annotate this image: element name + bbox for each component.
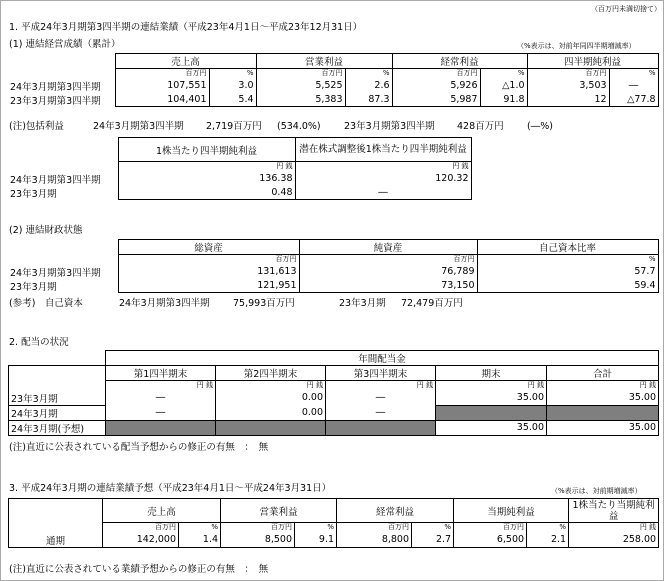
unit-label: 銭 bbox=[206, 381, 213, 389]
table-row bbox=[8, 172, 471, 186]
header-q3-end: 第3四半期末 bbox=[326, 366, 436, 381]
comp-income-a-value: 2,719百万円 bbox=[206, 121, 262, 132]
equity-ref-a-label: 24年3月期第3四半期 bbox=[119, 298, 210, 309]
unit-label: 百万円 bbox=[299, 255, 477, 265]
unit-label: 銭 bbox=[316, 381, 323, 389]
cell: 35.00 bbox=[436, 391, 547, 406]
header-forecast-eps: 1株当たり当期純利益 bbox=[569, 499, 659, 523]
financial-position-table bbox=[8, 239, 659, 293]
table-row bbox=[8, 93, 658, 107]
cell: 6,500 bbox=[454, 533, 527, 548]
cell: ― bbox=[106, 405, 216, 420]
eps-table bbox=[8, 137, 472, 200]
cell: 121,951 bbox=[118, 279, 299, 293]
unit-label: 円 bbox=[306, 381, 314, 389]
header-forecast-ordinary-income: 経常利益 bbox=[337, 499, 454, 523]
row-label: 24年3月期第3四半期 bbox=[10, 267, 101, 279]
table-row bbox=[8, 79, 658, 93]
cell: 0.00 bbox=[216, 405, 326, 420]
forecast-note: （%表示は、対前期増減率） bbox=[551, 487, 642, 495]
table-row bbox=[8, 186, 471, 200]
row-label: 24年3月期(予想) bbox=[9, 420, 106, 435]
cell bbox=[106, 420, 216, 435]
unit-label: % bbox=[179, 523, 221, 533]
unit-note: （百万円未満切捨て） bbox=[591, 5, 661, 13]
table-row bbox=[9, 420, 659, 435]
unit-label: 銭 bbox=[649, 381, 657, 389]
cell: 91.8 bbox=[480, 93, 527, 107]
cell: 57.7 bbox=[477, 265, 658, 279]
unit-label: 百万円 bbox=[118, 255, 299, 265]
cell: 0.00 bbox=[216, 391, 326, 406]
operating-results-title: (1) 連結経営成績（累計） bbox=[9, 39, 121, 50]
cell: △77.8 bbox=[609, 93, 658, 107]
unit-label: % bbox=[209, 69, 256, 79]
cell: 35.00 bbox=[547, 420, 659, 435]
cell: 3,503 bbox=[527, 79, 609, 93]
unit-label: 円 銭 bbox=[569, 523, 659, 533]
section1-title: 1. 平成24年3月期第3四半期の連結業績（平成23年4月1日～平成23年12月31日） bbox=[9, 22, 363, 33]
unit-label: % bbox=[527, 523, 569, 533]
unit-label: 百万円 bbox=[103, 523, 179, 533]
cell: 107,551 bbox=[115, 79, 209, 93]
cell: 2.7 bbox=[412, 533, 454, 548]
cell: 3.0 bbox=[209, 79, 256, 93]
unit-label: 百万円 bbox=[454, 523, 527, 533]
cell: 131,613 bbox=[118, 265, 299, 279]
row-label: 24年3月期 bbox=[9, 405, 106, 420]
dividends-title: 2. 配当の状況 bbox=[9, 337, 69, 348]
row-label: 24年3月期第3四半期 bbox=[10, 174, 101, 186]
comp-income-a-label: 24年3月期第3四半期 bbox=[93, 121, 184, 132]
row-label: 通期 bbox=[9, 533, 103, 548]
row-label: 23年3月期 bbox=[9, 391, 106, 406]
unit-label: 銭 bbox=[426, 381, 433, 389]
cell: 0.48 bbox=[118, 186, 295, 200]
unit-label: 百万円 bbox=[392, 69, 480, 79]
cell: △1.0 bbox=[480, 79, 527, 93]
comp-income-label: (注)包括利益 bbox=[9, 121, 64, 132]
operating-results-note: （%表示は、対前年同四半期増減率） bbox=[517, 42, 636, 50]
header-forecast-net-income: 当期純利益 bbox=[454, 499, 569, 523]
table-row bbox=[8, 279, 658, 293]
cell: 136.38 bbox=[118, 172, 295, 186]
cell: 9.1 bbox=[295, 533, 337, 548]
unit-label: 円 銭 bbox=[118, 162, 295, 172]
cell: 142,000 bbox=[103, 533, 179, 548]
unit-label: % bbox=[345, 69, 392, 79]
dividends-note: (注)直近に公表されている配当予想からの修正の有無 ： 無 bbox=[9, 442, 269, 453]
header-q2-end: 第2四半期末 bbox=[216, 366, 326, 381]
header-equity-ratio: 自己資本比率 bbox=[477, 240, 658, 255]
unit-label: 百万円 bbox=[221, 523, 295, 533]
cell: ― bbox=[106, 391, 216, 406]
cell: 12 bbox=[527, 93, 609, 107]
cell: 2.6 bbox=[345, 79, 392, 93]
header-annual-dividends: 年間配当金 bbox=[106, 351, 659, 366]
header-forecast-operating-income: 営業利益 bbox=[221, 499, 337, 523]
forecast-title: 3. 平成24年3月期の連結業績予想（平成23年4月1日～平成24年3月31日） bbox=[9, 483, 332, 494]
cell: 87.3 bbox=[345, 93, 392, 107]
table-row bbox=[9, 391, 659, 406]
header-eps: 1株当たり四半期純利益 bbox=[118, 138, 295, 162]
forecast-table bbox=[8, 498, 659, 548]
cell bbox=[436, 405, 547, 420]
unit-label: % bbox=[480, 69, 527, 79]
table-row bbox=[9, 405, 659, 420]
unit-label: 円 bbox=[639, 381, 647, 389]
comp-income-b-pct: (―%) bbox=[527, 121, 553, 132]
row-label: 23年3月期 bbox=[10, 281, 57, 293]
cell: ― bbox=[326, 391, 436, 406]
equity-ref-a-value: 75,993百万円 bbox=[233, 298, 295, 309]
cell: ― bbox=[295, 186, 471, 200]
cell: 2.1 bbox=[527, 533, 569, 548]
header-diluted-eps: 潜在株式調整後1株当たり四半期純利益 bbox=[295, 138, 471, 162]
row-label: 23年3月期 bbox=[10, 188, 57, 200]
cell: 5.4 bbox=[209, 93, 256, 107]
cell: 73,150 bbox=[299, 279, 477, 293]
unit-label: 百万円 bbox=[527, 69, 609, 79]
unit-label: % bbox=[609, 69, 658, 79]
cell: 5,525 bbox=[256, 79, 345, 93]
unit-label: 円 bbox=[196, 381, 204, 389]
comp-income-b-label: 23年3月期第3四半期 bbox=[344, 121, 435, 132]
header-year-end: 期末 bbox=[436, 366, 547, 381]
header-sales: 売上高 bbox=[115, 54, 256, 69]
unit-label: % bbox=[295, 523, 337, 533]
header-total-assets: 総資産 bbox=[118, 240, 299, 255]
equity-ref-b-value: 72,479百万円 bbox=[401, 298, 463, 309]
unit-label: 百万円 bbox=[337, 523, 412, 533]
unit-label: 百万円 bbox=[256, 69, 345, 79]
cell: ― bbox=[609, 79, 658, 93]
header-forecast-sales: 売上高 bbox=[103, 499, 221, 523]
cell: 120.32 bbox=[295, 172, 471, 186]
unit-label: 百万円 bbox=[115, 69, 209, 79]
header-net-income: 四半期純利益 bbox=[527, 54, 658, 69]
unit-label: 円 銭 bbox=[295, 162, 471, 172]
cell: 76,789 bbox=[299, 265, 477, 279]
unit-label: % bbox=[477, 255, 658, 265]
operating-results-table bbox=[8, 53, 659, 107]
cell: 35.00 bbox=[547, 391, 659, 406]
financial-position-title: (2) 連結財政状態 bbox=[9, 225, 83, 236]
cell: 258.00 bbox=[569, 533, 659, 548]
header-total: 合計 bbox=[547, 366, 659, 381]
header-q1-end: 第1四半期末 bbox=[106, 366, 216, 381]
cell: 8,500 bbox=[221, 533, 295, 548]
cell: 59.4 bbox=[477, 279, 658, 293]
cell: ― bbox=[326, 405, 436, 420]
cell: 5,383 bbox=[256, 93, 345, 107]
table-row bbox=[9, 533, 659, 548]
cell: 1.4 bbox=[179, 533, 221, 548]
cell bbox=[547, 405, 659, 420]
comp-income-b-value: 428百万円 bbox=[457, 121, 504, 132]
unit-label: 円 bbox=[416, 381, 424, 389]
cell: 104,401 bbox=[115, 93, 209, 107]
cell: 5,926 bbox=[392, 79, 480, 93]
unit-label: 円 bbox=[527, 381, 535, 389]
cell: 8,800 bbox=[337, 533, 412, 548]
cell bbox=[216, 420, 326, 435]
cell: 5,987 bbox=[392, 93, 480, 107]
cell: 35.00 bbox=[436, 420, 547, 435]
equity-ref-label: (参考) 自己資本 bbox=[9, 298, 83, 309]
unit-label: 銭 bbox=[537, 381, 544, 389]
header-net-assets: 純資産 bbox=[299, 240, 477, 255]
table-row bbox=[8, 265, 658, 279]
row-label: 23年3月期第3四半期 bbox=[10, 95, 101, 107]
forecast-footnote: (注)直近に公表されている業績予想からの修正の有無 ： 無 bbox=[9, 564, 269, 575]
cell bbox=[326, 420, 436, 435]
header-operating-income: 営業利益 bbox=[256, 54, 392, 69]
comp-income-a-pct: (534.0%) bbox=[277, 121, 321, 132]
unit-label: % bbox=[412, 523, 454, 533]
row-label: 24年3月期第3四半期 bbox=[10, 81, 101, 93]
equity-ref-b-label: 23年3月期 bbox=[339, 298, 386, 309]
dividends-table bbox=[8, 350, 659, 436]
header-ordinary-income: 経常利益 bbox=[392, 54, 527, 69]
